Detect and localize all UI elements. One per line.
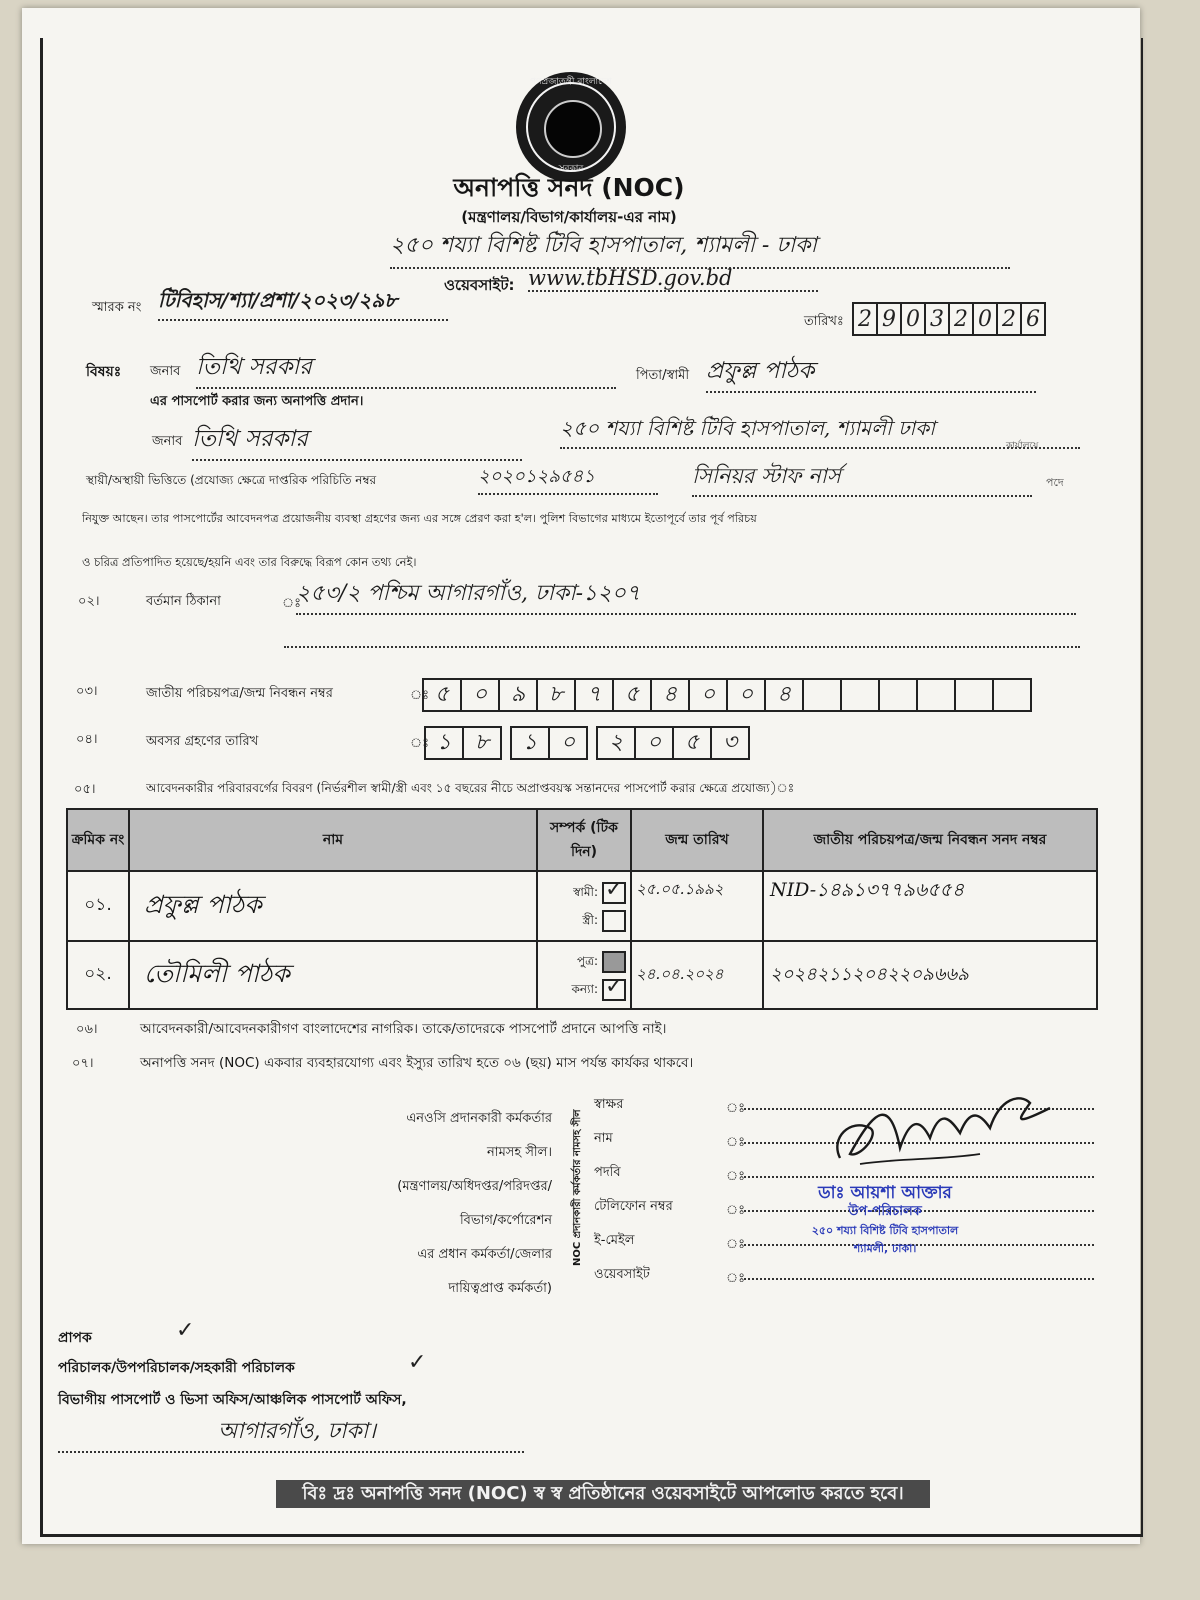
post-label: পদে [1046,476,1064,489]
item02-number: ০২। [78,594,100,609]
noc-vertical-label: NOC প্রদানকারী কর্মকর্তার নামসহ সীল [572,1109,583,1267]
recipient-line1: পরিচালক/উপপরিচালক/সহকারী পরিচালক [58,1360,295,1376]
row-dob: ২৪.০৪.২০২৪ [631,941,763,1009]
check-mark-icon: ✓ [408,1350,427,1375]
col-name: নাম [129,809,537,871]
item04-number: ০৪। [76,732,98,747]
col-dob: জন্ম তারিখ [631,809,763,871]
address-line-2 [284,632,1080,648]
recipient-label: প্রাপক [58,1330,92,1346]
col-relation: সম্পর্ক (টিক দিন) [537,809,631,871]
officer-colons: ঃ ঃ ঃ ঃ ঃ ঃ [726,1101,746,1286]
officer-field-labels: স্বাক্ষর নাম পদবি টেলিফোন নম্বর ই-মেইল ওয়েবসাইট [594,1097,673,1282]
memo-value: টিবিহাস/শ্যা/প্রশা/২০২৩/২৯৮ [158,286,448,321]
footer-note: বিঃ দ্রঃ অনাপত্তি সনদ (NOC) স্ব স্ব প্রতিষ্ঠানের ওয়েবসাইটে আপলোড করতে হবে। [276,1480,930,1508]
table-row [67,941,1097,1009]
website-value: www.tbHSD.gov.bd [528,266,818,292]
officer-left-block: এনওসি প্রদানকারী কর্মকর্তার নামসহ সীল। (মন্ত্রণালয়/অধিদপ্তর/পরিদপ্তর/ বিভাগ/কর্পোরেশন এর প্রধান কর্মকর্তা/জেলার দায়িত্বপ্রাপ্ত কর্মকর্তা) [397,1111,552,1296]
body-office-name: ২৫০ শয্যা বিশিষ্ট টিবি হাসপাতাল, শ্যামলী ঢাকা [560,414,1080,449]
table-row [67,871,1097,941]
relation-checkbox-wife[interactable] [602,910,626,932]
subject-applicant-name: তিথি সরকার [196,348,616,389]
row-relation: পুত্র: কন্যা:✓ [537,941,631,1009]
item03-label: জাতীয় পরিচয়পত্র/জন্ম নিবন্ধন নম্বর [146,686,333,701]
body-line4: ও চরিত্র প্রতিপাদিত হয়েছে/হয়নি এবং তার বিরুদ্ধে বিরূপ কোন তথ্য নেই। [82,555,417,569]
col-serial: ক্রমিক নং [67,809,129,871]
body-mr-label: জনাব [152,434,183,449]
item07-number: ০৭। [72,1056,94,1071]
retirement-date-boxes: ১ ৮ ১ ০ ২ ০ ৫ ৩ [424,726,748,760]
check-mark-icon: ✓ [176,1318,195,1343]
seal-bottom-text: সরকার [558,164,584,174]
item06-number: ০৬। [76,1022,98,1037]
stamp-office: ২৫০ শয্যা বিশিষ্ট টিবি হাসপাতাল [811,1224,959,1237]
item07-text: অনাপত্তি সনদ (NOC) একবার ব্যবহারযোগ্য এবং ইস্যুর তারিখ হতে ০৬ (ছয়) মাস পর্যন্ত কার্যকর থাকবে। [140,1055,694,1071]
body-line2-label: স্থায়ী/অস্থায়ী ভিত্তিতে (প্রযোজ্য ক্ষেত্রে দাপ্তরিক পরিচিতি নম্বর [86,473,377,487]
subject-tail: এর পাসপোর্ট করার জন্য অনাপত্তি প্রদান। [150,394,364,409]
item03-number: ০৩। [76,684,98,699]
row-name: তৌমিলী পাঠক [129,941,537,1009]
recipient-line3: আগারগাঁও, ঢাকা। [58,1414,524,1453]
seal-top-text: গণপ্রজাতন্ত্রী বাংলাদেশ [530,77,612,87]
government-seal [516,72,626,182]
designation: সিনিয়র স্টাফ নার্স [692,460,1032,497]
father-spouse-label: পিতা/স্বামী [636,368,690,383]
item05-number: ০৫। [74,782,96,797]
item05-label: আবেদনকারীর পরিবারবর্গের বিবরণ (নির্ভরশীল স্বামী/স্ত্রী এবং ১৫ বছরের নীচে অপ্রাপ্তবয়স্ক সন্তানদের পাসপোর্ট করার ক্ষেত্রে প্রযোজ্য)ঃ [146,781,795,795]
relation-checkbox-daughter[interactable] [602,979,626,1001]
office-name: ২৫০ শয্যা বিশিষ্ট টিবি হাসপাতাল, শ্যামলী - ঢাকা [390,228,1010,269]
row-dob: ২৫.০৫.১৯৯২ [631,871,763,941]
current-address: ২৫৩/২ পশ্চিম আগারগাঁও, ঢাকা-১২০৭ [296,576,1076,615]
body-applicant-name: তিথি সরকার [192,420,522,461]
row-id: NID-১৪৯১৩৭৭৯৬৫৫৪ [763,871,1097,941]
family-table [66,808,1098,1010]
officer-signature [820,1088,1070,1178]
stamp-name: ডাঃ আয়শা আক্তার [818,1183,952,1203]
document-title: অনাপত্তি সনদ (NOC) [453,173,685,202]
document-subtitle: (মন্ত্রণালয়/বিভাগ/কার্যালয়-এর নাম) [461,208,677,226]
stamp-location: শ্যামলী, ঢাকা। [853,1242,917,1255]
date-label: তারিখঃ [804,314,844,329]
item04-label: অবসর গ্রহণের তারিখ [146,734,259,749]
subject-mr-label: জনাব [150,364,181,379]
item06-text: আবেদনকারী/আবেদনকারীগণ বাংলাদেশের নাগরিক। তাকে/তাদেরকে পাসপোর্ট প্রদানে আপত্তি নাই। [140,1021,667,1037]
row-serial: ০১. [67,871,129,941]
item02-label: বর্তমান ঠিকানা [146,594,221,609]
relation-checkbox-husband[interactable] [602,882,626,904]
recipient-line2: বিভাগীয় পাসপোর্ট ও ভিসা অফিস/আঞ্চলিক পাসপোর্ট অফিস, [58,1392,407,1408]
row-serial: ০২. [67,941,129,1009]
row-name: প্রফুল্ল পাঠক [129,871,537,941]
website-label: ওয়েবসাইট: [444,276,515,294]
row-id: ২০২৪২১১২০৪২২০৯৬৬৯ [763,941,1097,1009]
row-relation: স্বামী:✓ স্ত্রী: [537,871,631,941]
relation-checkbox-son[interactable] [602,951,626,973]
official-id: ২০২০১২৯৫৪১ [478,462,658,495]
stamp-designation: উপ-পরিচালক [848,1204,922,1219]
subject-label: বিষয়ঃ [86,364,122,380]
officer-website-line [744,1264,1094,1280]
office-print-label: কার্যালয়ে [1006,441,1039,451]
father-spouse-value: প্রফুল্ল পাঠক [706,352,1036,393]
issue-date-boxes: 2 9 0 3 2 0 2 6 [852,302,1044,336]
memo-label: স্মারক নং [92,300,142,315]
body-line3: নিযুক্ত আছেন। তার পাসপোর্টের আবেদনপত্র প্রয়োজনীয় ব্যবস্থা গ্রহণের জন্য এর সঙ্গে প্রেরণ করা হ'ল। পুলিশ বিভাগের মাধ্যমে ইতোপূর্বে তার পূর্ব পরিচয় [82,512,757,525]
nid-boxes: ৫ ০ ৯ ৮ ৭ ৫ ৪ ০ ০ ৪ [422,678,1030,712]
col-id: জাতীয় পরিচয়পত্র/জন্ম নিবন্ধন সনদ নম্বর [763,809,1097,871]
